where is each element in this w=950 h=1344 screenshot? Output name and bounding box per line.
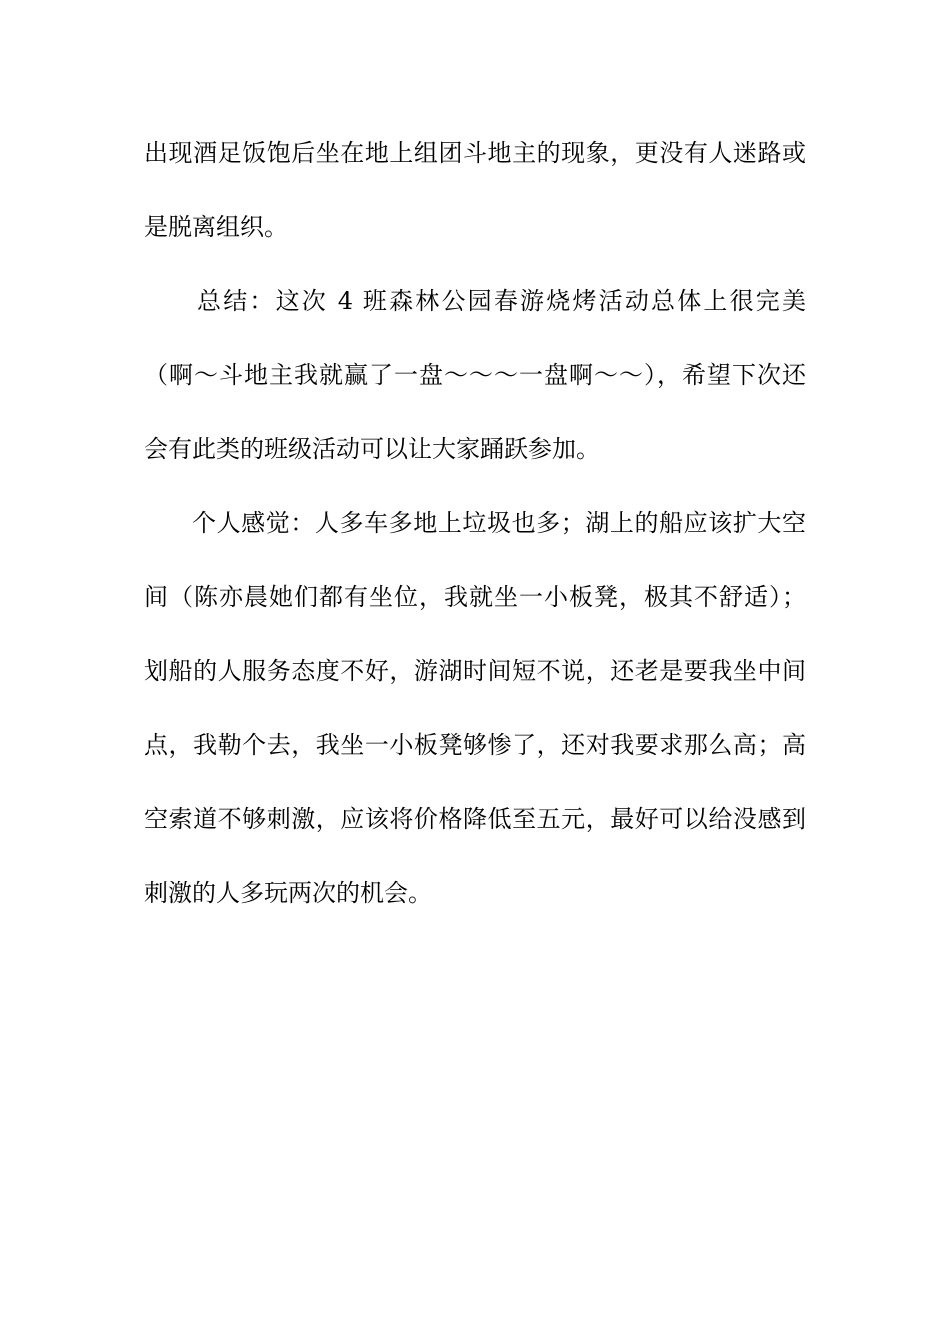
- personal-feeling-line-1: 个人感觉：人多车多地上垃圾也多；湖上的船应该扩大空: [192, 509, 806, 537]
- personal-feeling-line-2: 间（陈亦晨她们都有坐位，我就坐一小板凳，极其不舒适）；: [144, 583, 806, 611]
- paragraph-1-line-2: 是脱离组织。: [144, 213, 288, 241]
- personal-feeling-line-6: 刺激的人多玩两次的机会。: [144, 879, 432, 907]
- personal-feeling-line-4: 点，我勒个去，我坐一小板凳够惨了，还对我要求那么高；高: [144, 731, 806, 759]
- summary-paragraph-line-2: （啊～斗地主我就赢了一盘～～～一盘啊～～），希望下次还: [144, 361, 806, 389]
- personal-feeling-line-3: 划船的人服务态度不好，游湖时间短不说，还老是要我坐中间: [144, 657, 806, 685]
- summary-paragraph-line-1: 总结：这次 4 班森林公园春游烧烤活动总体上很完美: [197, 287, 806, 315]
- personal-feeling-line-5: 空索道不够刺激，应该将价格降低至五元，最好可以给没感到: [144, 805, 806, 833]
- paragraph-1-line-1: 出现酒足饭饱后坐在地上组团斗地主的现象，更没有人迷路或: [144, 139, 806, 167]
- summary-paragraph-line-3: 会有此类的班级活动可以让大家踊跃参加。: [144, 435, 600, 463]
